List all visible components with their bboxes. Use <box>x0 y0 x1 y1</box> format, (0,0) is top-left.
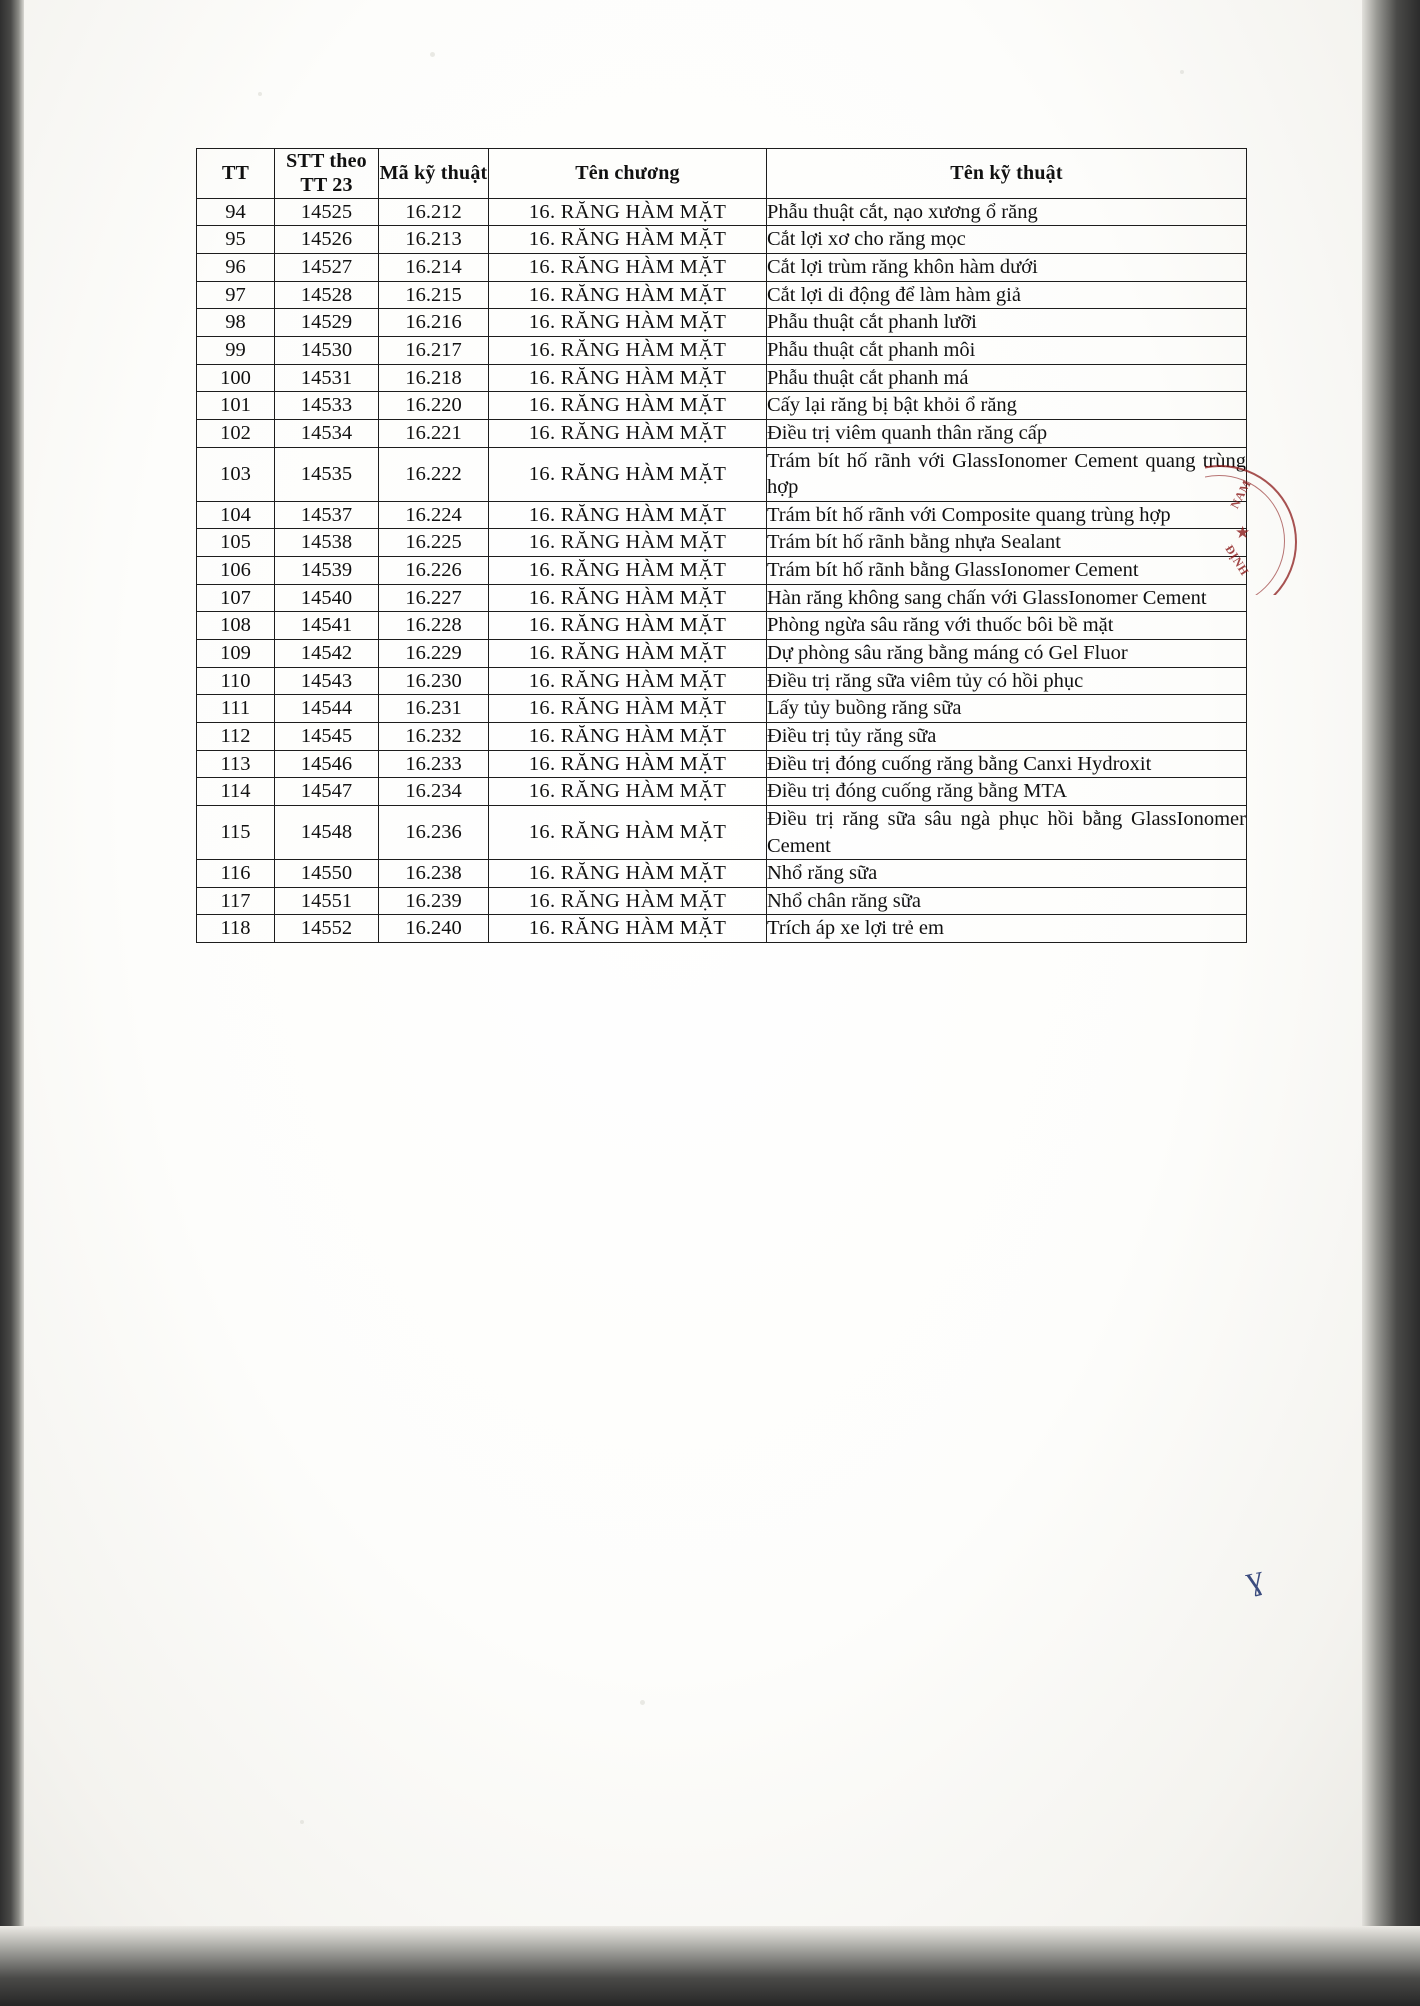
cell-tt: 99 <box>197 336 275 364</box>
cell-ten-chuong: 16. RĂNG HÀM MẶT <box>489 364 767 392</box>
cell-tt: 115 <box>197 805 275 859</box>
cell-ma-ky-thuat: 16.231 <box>379 695 489 723</box>
cell-stt-tt23: 14533 <box>275 392 379 420</box>
cell-ma-ky-thuat: 16.238 <box>379 860 489 888</box>
cell-stt-tt23: 14552 <box>275 915 379 943</box>
table-row <box>197 915 1247 943</box>
cell-stt-tt23: 14538 <box>275 529 379 557</box>
cell-ma-ky-thuat: 16.216 <box>379 309 489 337</box>
scan-edge-left <box>0 0 24 2006</box>
cell-stt-tt23: 14545 <box>275 722 379 750</box>
cell-ma-ky-thuat: 16.221 <box>379 419 489 447</box>
table-row <box>197 640 1247 668</box>
table-row <box>197 557 1247 585</box>
cell-ten-ky-thuat: Cấy lại răng bị bật khỏi ổ răng <box>767 392 1247 420</box>
cell-ma-ky-thuat: 16.218 <box>379 364 489 392</box>
cell-ten-chuong: 16. RĂNG HÀM MẶT <box>489 254 767 282</box>
cell-ma-ky-thuat: 16.227 <box>379 584 489 612</box>
cell-ma-ky-thuat: 16.232 <box>379 722 489 750</box>
table-row <box>197 281 1247 309</box>
cell-ten-chuong: 16. RĂNG HÀM MẶT <box>489 447 767 501</box>
scan-speckle <box>430 52 435 57</box>
table-row <box>197 364 1247 392</box>
cell-ten-chuong: 16. RĂNG HÀM MẶT <box>489 584 767 612</box>
table-row <box>197 612 1247 640</box>
seal-text-top: NAM <box>1227 477 1254 511</box>
column-header-ten-chuong: Tên chương <box>489 149 767 199</box>
table-row <box>197 198 1247 226</box>
scan-speckle <box>300 1820 304 1824</box>
cell-tt: 98 <box>197 309 275 337</box>
cell-tt: 104 <box>197 501 275 529</box>
table-row <box>197 805 1247 859</box>
cell-tt: 111 <box>197 695 275 723</box>
table-row <box>197 309 1247 337</box>
cell-tt: 109 <box>197 640 275 668</box>
cell-ten-chuong: 16. RĂNG HÀM MẶT <box>489 915 767 943</box>
cell-ten-chuong: 16. RĂNG HÀM MẶT <box>489 612 767 640</box>
cell-ma-ky-thuat: 16.229 <box>379 640 489 668</box>
cell-stt-tt23: 14550 <box>275 860 379 888</box>
cell-ten-ky-thuat: Điều trị đóng cuống răng bằng MTA <box>767 778 1247 806</box>
cell-ten-chuong: 16. RĂNG HÀM MẶT <box>489 805 767 859</box>
table-row <box>197 501 1247 529</box>
cell-ten-ky-thuat: Dự phòng sâu răng bằng máng có Gel Fluor <box>767 640 1247 668</box>
cell-tt: 97 <box>197 281 275 309</box>
cell-ten-chuong: 16. RĂNG HÀM MẶT <box>489 309 767 337</box>
cell-ten-ky-thuat: Phẫu thuật cắt phanh lưỡi <box>767 309 1247 337</box>
technique-table <box>196 148 1247 943</box>
table-header-row <box>197 149 1247 199</box>
cell-ma-ky-thuat: 16.213 <box>379 226 489 254</box>
cell-ten-chuong: 16. RĂNG HÀM MẶT <box>489 529 767 557</box>
cell-ten-chuong: 16. RĂNG HÀM MẶT <box>489 750 767 778</box>
table-row <box>197 667 1247 695</box>
cell-tt: 117 <box>197 887 275 915</box>
cell-ten-ky-thuat: Điều trị răng sữa sâu ngà phục hồi bằng GlassIonomer Cement <box>767 805 1247 859</box>
cell-ma-ky-thuat: 16.226 <box>379 557 489 585</box>
cell-ten-ky-thuat: Phẫu thuật cắt, nạo xương ổ răng <box>767 198 1247 226</box>
scan-speckle <box>258 92 262 96</box>
cell-ten-chuong: 16. RĂNG HÀM MẶT <box>489 722 767 750</box>
cell-stt-tt23: 14540 <box>275 584 379 612</box>
column-header-ma-ky-thuat: Mã kỹ thuật <box>379 149 489 199</box>
cell-ten-chuong: 16. RĂNG HÀM MẶT <box>489 557 767 585</box>
cell-ma-ky-thuat: 16.230 <box>379 667 489 695</box>
cell-stt-tt23: 14539 <box>275 557 379 585</box>
cell-stt-tt23: 14531 <box>275 364 379 392</box>
cell-ten-chuong: 16. RĂNG HÀM MẶT <box>489 419 767 447</box>
cell-tt: 95 <box>197 226 275 254</box>
table-row <box>197 392 1247 420</box>
cell-ten-ky-thuat: Điều trị đóng cuống răng bằng Canxi Hydroxit <box>767 750 1247 778</box>
cell-ma-ky-thuat: 16.225 <box>379 529 489 557</box>
cell-stt-tt23: 14543 <box>275 667 379 695</box>
cell-tt: 114 <box>197 778 275 806</box>
table-row <box>197 778 1247 806</box>
seal-text-bottom: ĐỊNH <box>1222 542 1252 579</box>
scan-edge-right <box>1362 0 1420 2006</box>
cell-ten-ky-thuat: Phẫu thuật cắt phanh má <box>767 364 1247 392</box>
cell-stt-tt23: 14530 <box>275 336 379 364</box>
cell-tt: 100 <box>197 364 275 392</box>
table-row <box>197 336 1247 364</box>
cell-tt: 106 <box>197 557 275 585</box>
cell-stt-tt23: 14542 <box>275 640 379 668</box>
cell-ten-ky-thuat: Hàn răng không sang chấn với GlassIonomer Cement <box>767 584 1247 612</box>
cell-ten-chuong: 16. RĂNG HÀM MẶT <box>489 336 767 364</box>
cell-tt: 108 <box>197 612 275 640</box>
technique-table-container <box>196 148 1246 943</box>
cell-tt: 110 <box>197 667 275 695</box>
cell-ma-ky-thuat: 16.236 <box>379 805 489 859</box>
scan-speckle <box>640 1700 645 1705</box>
table-row <box>197 722 1247 750</box>
cell-ten-ky-thuat: Cắt lợi di động để làm hàm giả <box>767 281 1247 309</box>
cell-ten-chuong: 16. RĂNG HÀM MẶT <box>489 887 767 915</box>
cell-ma-ky-thuat: 16.212 <box>379 198 489 226</box>
table-body <box>197 198 1247 942</box>
cell-ma-ky-thuat: 16.215 <box>379 281 489 309</box>
cell-stt-tt23: 14525 <box>275 198 379 226</box>
table-row <box>197 695 1247 723</box>
cell-ten-ky-thuat: Trám bít hố rãnh với GlassIonomer Cement quang trùng hợp <box>767 447 1247 501</box>
cell-stt-tt23: 14551 <box>275 887 379 915</box>
table-row <box>197 887 1247 915</box>
cell-ten-ky-thuat: Nhổ chân răng sữa <box>767 887 1247 915</box>
cell-stt-tt23: 14547 <box>275 778 379 806</box>
handwritten-signature-mark: ɣ <box>1242 1558 1267 1599</box>
column-header-ten-ky-thuat: Tên kỹ thuật <box>767 149 1247 199</box>
cell-ten-chuong: 16. RĂNG HÀM MẶT <box>489 695 767 723</box>
cell-ten-chuong: 16. RĂNG HÀM MẶT <box>489 226 767 254</box>
table-row <box>197 447 1247 501</box>
cell-ma-ky-thuat: 16.228 <box>379 612 489 640</box>
cell-ten-chuong: 16. RĂNG HÀM MẶT <box>489 778 767 806</box>
cell-ten-ky-thuat: Điều trị răng sữa viêm tủy có hồi phục <box>767 667 1247 695</box>
cell-ten-chuong: 16. RĂNG HÀM MẶT <box>489 860 767 888</box>
cell-ten-chuong: 16. RĂNG HÀM MẶT <box>489 640 767 668</box>
cell-ma-ky-thuat: 16.233 <box>379 750 489 778</box>
table-row <box>197 860 1247 888</box>
cell-tt: 107 <box>197 584 275 612</box>
column-header-stt-tt23: STT theo TT 23 <box>275 149 379 199</box>
cell-ten-chuong: 16. RĂNG HÀM MẶT <box>489 281 767 309</box>
cell-tt: 105 <box>197 529 275 557</box>
cell-ten-ky-thuat: Cắt lợi trùm răng khôn hàm dưới <box>767 254 1247 282</box>
cell-ten-ky-thuat: Phòng ngừa sâu răng với thuốc bôi bề mặt <box>767 612 1247 640</box>
column-header-tt: TT <box>197 149 275 199</box>
cell-tt: 96 <box>197 254 275 282</box>
cell-ten-ky-thuat: Cắt lợi xơ cho răng mọc <box>767 226 1247 254</box>
cell-stt-tt23: 14546 <box>275 750 379 778</box>
cell-ma-ky-thuat: 16.224 <box>379 501 489 529</box>
seal-star-icon: ★ <box>1235 523 1251 542</box>
cell-ma-ky-thuat: 16.220 <box>379 392 489 420</box>
table-row <box>197 529 1247 557</box>
table-row <box>197 226 1247 254</box>
scan-edge-bottom <box>0 1926 1420 2006</box>
cell-ma-ky-thuat: 16.240 <box>379 915 489 943</box>
table-row <box>197 419 1247 447</box>
cell-ten-ky-thuat: Phẫu thuật cắt phanh môi <box>767 336 1247 364</box>
cell-tt: 103 <box>197 447 275 501</box>
cell-ten-ky-thuat: Trám bít hố rãnh với Composite quang trùng hợp <box>767 501 1247 529</box>
cell-stt-tt23: 14537 <box>275 501 379 529</box>
cell-ten-chuong: 16. RĂNG HÀM MẶT <box>489 392 767 420</box>
cell-tt: 118 <box>197 915 275 943</box>
table-row <box>197 254 1247 282</box>
cell-tt: 116 <box>197 860 275 888</box>
cell-ten-chuong: 16. RĂNG HÀM MẶT <box>489 501 767 529</box>
cell-stt-tt23: 14548 <box>275 805 379 859</box>
cell-ten-ky-thuat: Trích áp xe lợi trẻ em <box>767 915 1247 943</box>
cell-stt-tt23: 14541 <box>275 612 379 640</box>
cell-ten-ky-thuat: Điều trị viêm quanh thân răng cấp <box>767 419 1247 447</box>
cell-stt-tt23: 14526 <box>275 226 379 254</box>
table-row <box>197 750 1247 778</box>
cell-ma-ky-thuat: 16.222 <box>379 447 489 501</box>
cell-tt: 94 <box>197 198 275 226</box>
cell-stt-tt23: 14527 <box>275 254 379 282</box>
scan-speckle <box>1180 70 1184 74</box>
cell-ten-chuong: 16. RĂNG HÀM MẶT <box>489 667 767 695</box>
cell-tt: 112 <box>197 722 275 750</box>
cell-ten-ky-thuat: Điều trị tủy răng sữa <box>767 722 1247 750</box>
cell-stt-tt23: 14535 <box>275 447 379 501</box>
cell-ten-chuong: 16. RĂNG HÀM MẶT <box>489 198 767 226</box>
cell-stt-tt23: 14529 <box>275 309 379 337</box>
cell-stt-tt23: 14544 <box>275 695 379 723</box>
table-header <box>197 149 1247 199</box>
table-row <box>197 584 1247 612</box>
cell-ma-ky-thuat: 16.239 <box>379 887 489 915</box>
cell-ma-ky-thuat: 16.234 <box>379 778 489 806</box>
cell-tt: 113 <box>197 750 275 778</box>
cell-ma-ky-thuat: 16.214 <box>379 254 489 282</box>
cell-ten-ky-thuat: Trám bít hố rãnh bằng nhựa Sealant <box>767 529 1247 557</box>
cell-tt: 101 <box>197 392 275 420</box>
cell-ten-ky-thuat: Trám bít hố rãnh bằng GlassIonomer Cement <box>767 557 1247 585</box>
cell-ten-ky-thuat: Lấy tủy buồng răng sữa <box>767 695 1247 723</box>
cell-stt-tt23: 14534 <box>275 419 379 447</box>
cell-stt-tt23: 14528 <box>275 281 379 309</box>
cell-tt: 102 <box>197 419 275 447</box>
cell-ma-ky-thuat: 16.217 <box>379 336 489 364</box>
cell-ten-ky-thuat: Nhổ răng sữa <box>767 860 1247 888</box>
